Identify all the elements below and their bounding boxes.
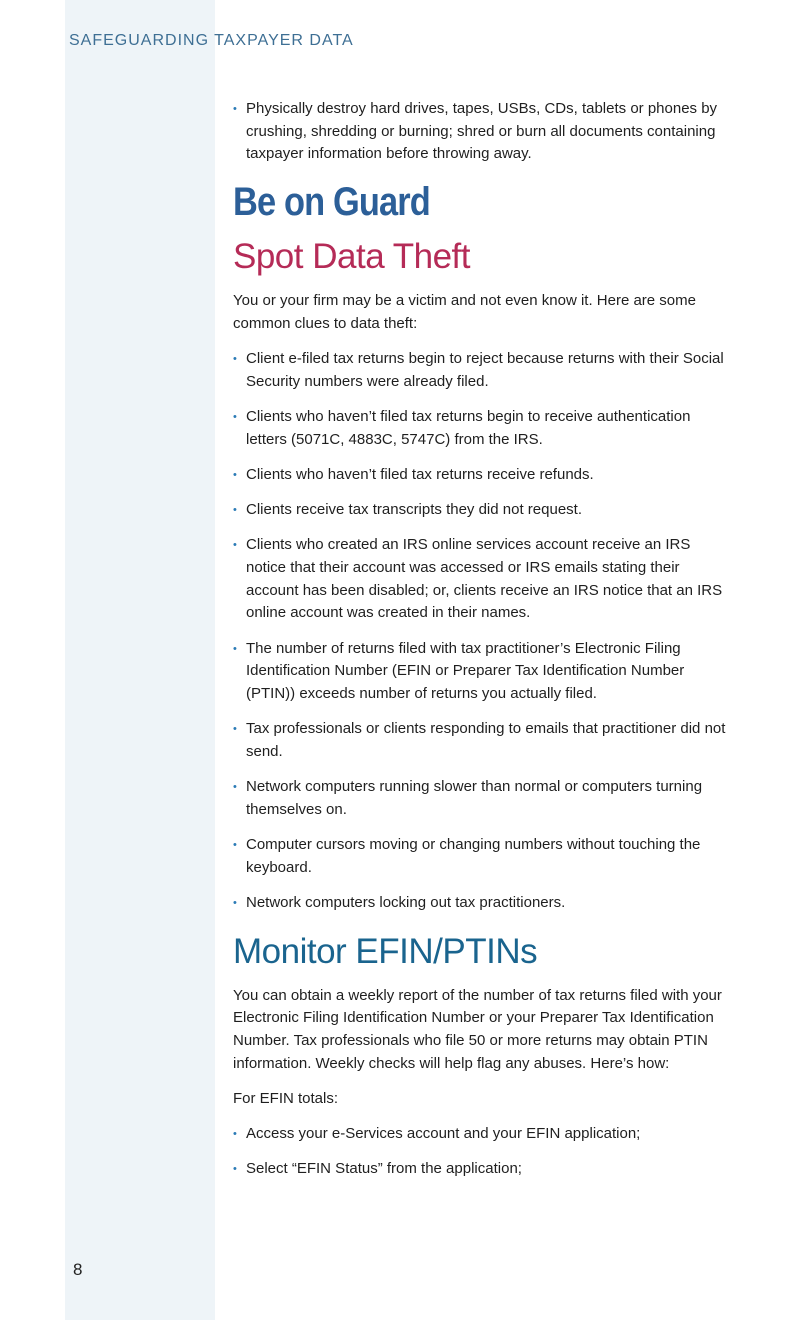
list-item — [233, 776, 733, 821]
list-item — [233, 718, 733, 763]
left-margin-panel — [65, 0, 215, 1320]
bullet-icon: • — [233, 896, 237, 909]
list-item-text: Physically destroy hard drives, tapes, USBs, CDs, tablets or phones by crushing, shredding or burning; shred or burn all documents containing taxpayer information before throwing away. — [246, 100, 718, 163]
list-item-text: Clients who haven’t filed tax returns begin to receive authentication letters (5071C, 4883C, 5747C) from the IRS. — [246, 407, 691, 448]
bullet-icon: • — [233, 642, 237, 655]
list-item-text: Access your e-Services account and your EFIN application; — [246, 1125, 641, 1143]
list-item — [233, 1123, 733, 1146]
list-item-text: Tax professionals or clients responding to emails that practitioner did not send. — [246, 720, 726, 760]
efin-totals-label: For EFIN totals: — [233, 1089, 339, 1107]
list-item-text: Computer cursors moving or changing numbers without touching the keyboard. — [246, 835, 701, 876]
bullet-icon: • — [233, 468, 237, 481]
running-head: SAFEGUARDING TAXPAYER DATA — [69, 32, 354, 49]
section-title-monitor-efin-ptins: Monitor EFIN/PTINs — [233, 931, 538, 971]
bullet-icon: • — [233, 410, 237, 423]
list-item-text: Select “EFIN Status” from the application; — [246, 1160, 522, 1178]
section-title-spot-data-theft: Spot Data Theft — [233, 237, 471, 277]
list-item — [233, 638, 733, 706]
list-item — [233, 534, 733, 625]
list-item-text: Client e-filed tax returns begin to reject because returns with their Social Security numbers were already filed. — [246, 350, 724, 390]
bullet-icon: • — [233, 103, 237, 115]
section-intro: You can obtain a weekly report of the number of tax returns filed with your Electronic Filing Identification Number or your Preparer Tax Identification Number. Tax professionals who file 50 or more returns may obtain PTIN information. Weekly checks will help flag any abuses. Here’s how: — [233, 986, 722, 1072]
data-theft-clues-list — [233, 348, 733, 915]
list-item-text: Network computers locking out tax practitioners. — [246, 893, 566, 911]
list-item — [233, 98, 733, 166]
bullet-icon: • — [233, 1128, 237, 1141]
top-bullet-list — [233, 98, 733, 166]
bullet-icon: • — [233, 539, 237, 552]
list-item — [233, 464, 733, 487]
page-number: 8 — [73, 1260, 83, 1279]
efin-steps-list — [233, 1123, 733, 1181]
list-item — [233, 348, 733, 393]
list-item — [233, 406, 733, 451]
list-item-text: Clients who haven’t filed tax returns receive refunds. — [246, 465, 594, 483]
list-item — [233, 834, 733, 879]
page-content — [233, 98, 733, 1194]
bullet-icon: • — [233, 504, 237, 517]
list-item — [233, 892, 733, 915]
list-item-text: Clients receive tax transcripts they did not request. — [246, 501, 582, 519]
bullet-icon: • — [233, 838, 237, 851]
bullet-icon: • — [233, 1163, 237, 1176]
list-item-text: Network computers running slower than normal or computers turning themselves on. — [246, 778, 703, 818]
list-item — [233, 499, 733, 522]
main-heading: Be on Guard — [233, 180, 430, 225]
list-item — [233, 1158, 733, 1181]
bullet-icon: • — [233, 781, 237, 794]
list-item-text: The number of returns filed with tax practitioner’s Electronic Filing Identification Number (EFIN or Preparer Tax Identification Number (PTIN)) exceeds number of returns you actually filed. — [246, 639, 685, 702]
bullet-icon: • — [233, 723, 237, 736]
list-item-text: Clients who created an IRS online services account receive an IRS notice that their account was accessed or IRS emails stating their account has been disabled; or, clients receive an IRS notice that an IRS online account was created in their names. — [246, 536, 723, 622]
section-intro: You or your firm may be a victim and not even know it. Here are some common clues to data theft: — [233, 292, 696, 332]
bullet-icon: • — [233, 353, 237, 366]
